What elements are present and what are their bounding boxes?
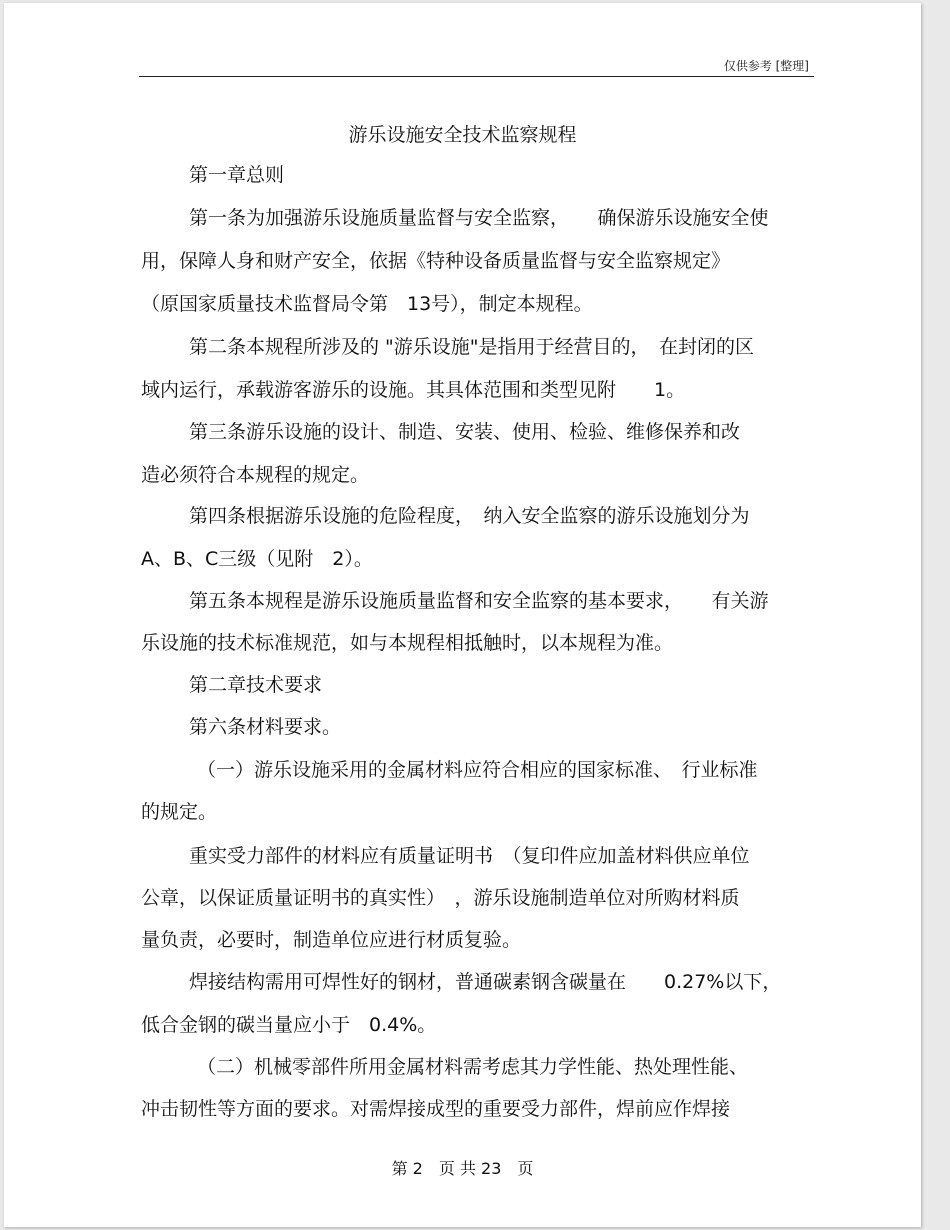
chapter-heading: 第一章总则 [189,164,285,186]
paragraph-line: 第五条本规程是游乐设施质量监督和安全监察的基本要求， 有关游 [189,590,769,612]
paragraph-line: （一）游乐设施采用的金属材料应符合相应的国家标准、 行业标准 [197,759,758,781]
page-number: 第 2 页 共 23 页 [391,1159,534,1178]
paragraph-line: 第四条根据游乐设施的危险程度， 纳入安全监察的游乐设施划分为 [189,505,750,527]
paragraph-line: 的规定。 [141,801,218,823]
document-page [4,3,921,1227]
paragraph-line: （原国家质量技术监督局令第 13号），制定本规程。 [141,293,593,315]
paragraph-line: 域内运行，承载游客游乐的设施。其具体范围和类型见附 1。 [141,379,686,401]
paragraph-line: 公章，以保证质量证明书的真实性） ，游乐设施制造单位对所购材料质 [141,887,740,909]
paragraph-line: 用，保障人身和财产安全，依据《特种设备质量监督与安全监察规定》 [141,250,731,272]
paragraph-line: 第一条为加强游乐设施质量监督与安全监察， 确保游乐设施安全使 [189,207,769,229]
paragraph-line: 量负责，必要时，制造单位应进行材质复验。 [141,929,522,951]
paragraph-line: 低合金钢的碳当量应小于 0.4%。 [141,1014,437,1036]
header-rule [139,76,814,77]
paragraph-line: 焊接结构需用可焊性好的钢材，普通碳素钢含碳量在 0.27%以下， [189,971,782,993]
paragraph-line: A、B、C三级（见附 2）。 [141,548,373,570]
paragraph-line: （二）机械零部件所用金属材料需考虑其力学性能、热处理性能、 [197,1056,749,1078]
header-note: 仅供参考 [整理] [723,59,809,73]
paragraph-line: 重实受力部件的材料应有质量证明书 （复印件应加盖材料供应单位 [189,845,750,867]
paragraph-line: 第六条材料要求。 [189,716,342,738]
paragraph-line: 第二条本规程所涉及的 "游乐设施"是指用于经营目的， 在封闭的区 [189,336,755,358]
paragraph-line: 乐设施的技术标准规范，如与本规程相抵触时，以本规程为准。 [141,632,674,654]
document-title: 游乐设施安全技术监察规程 [348,124,577,146]
paragraph-line: 造必须符合本规程的规定。 [141,464,370,486]
paragraph-line: 冲击韧性等方面的要求。对需焊接成型的重要受力部件，焊前应作焊接 [141,1098,731,1120]
paragraph-line: 第三条游乐设施的设计、制造、安装、使用、检验、维修保养和改 [189,421,741,443]
chapter-heading: 第二章技术要求 [189,674,323,696]
